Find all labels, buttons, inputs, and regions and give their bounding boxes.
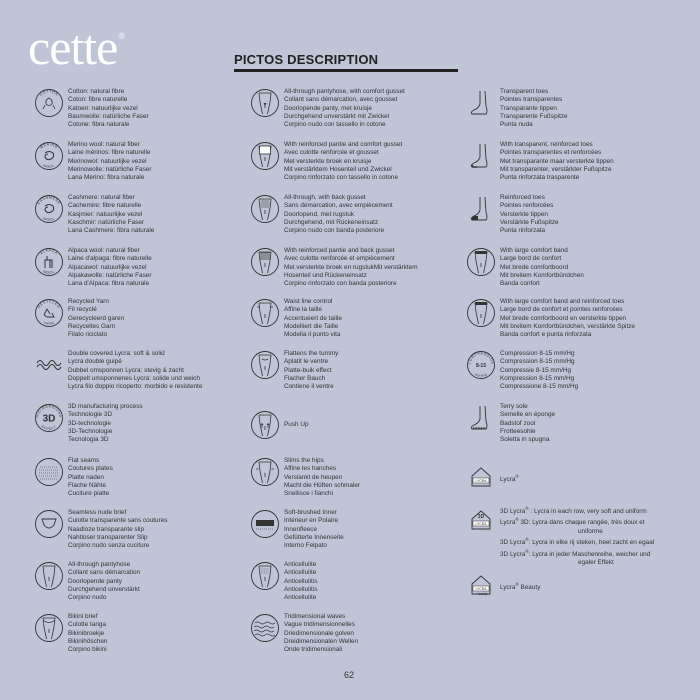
description-line: 3D Lycra®: Lycra in elke rij steken, heel zacht en egaal <box>500 537 655 547</box>
description-line: Durchgehend, mit Rückeneinsatz <box>284 218 379 226</box>
svg-text:LYCRA: LYCRA <box>475 587 487 591</box>
description-line: Flacher Bauch <box>284 374 326 382</box>
description-line: Lana Cashmere: fibra naturale <box>68 227 155 235</box>
picto-description <box>284 561 317 602</box>
description-line: Coton: fibre naturelle <box>68 96 128 104</box>
description-line: 3D Lycra®: Lycra in jeder Maschenreihe, weicher und <box>500 548 651 558</box>
description-line: Lycra double guipé <box>68 358 122 366</box>
picto-description <box>68 613 107 654</box>
picto-description <box>284 194 393 235</box>
brand-logo: cette® <box>28 19 125 75</box>
picto-description <box>500 194 559 235</box>
description-line: Tecnologia 3D <box>68 436 109 444</box>
description-line: Punta rinforzata trasparente <box>500 174 580 182</box>
description-line: egaler Effekt <box>578 558 614 566</box>
description-line: All-through, with back gusset <box>284 194 366 201</box>
comfort-gusset-icon <box>250 88 280 118</box>
description-line: Met brede comfortboord en versterkte tippen <box>500 314 627 322</box>
description-line: Corpino bikini <box>68 646 107 654</box>
description-line: Naadloze transparante slip <box>68 525 145 533</box>
description-line: Corpino nudo con banda posteriore <box>284 227 385 235</box>
description-line: Platte naden <box>68 473 104 481</box>
picto-description <box>68 194 154 235</box>
description-line: Recycled Yarn <box>68 298 109 305</box>
soft-brushed-inner-icon <box>250 509 280 539</box>
description-line: Bikinihöschen <box>68 637 108 645</box>
picto-description <box>500 350 578 391</box>
description-line: Mit verstärktem Hosenteil und Zwickel <box>284 165 392 173</box>
svg-text:RECYCLED: RECYCLED <box>36 299 62 309</box>
picto-description <box>284 298 342 339</box>
description-line: Intérieur en Polaire <box>284 517 338 525</box>
description-line: Flattens the tummy <box>284 350 339 357</box>
description-line: Met transparante maar versterkte tippen <box>500 157 614 165</box>
description-line: Recyceltes Garn <box>68 322 116 330</box>
svg-text:3D: 3D <box>477 514 485 520</box>
svg-text:ALPACA: ALPACA <box>39 248 59 256</box>
description-line: Met versterkte broek en kruisje <box>284 157 372 165</box>
description-line: Seamless nude brief <box>68 509 127 516</box>
description-line: Platte-buik effect <box>284 366 332 374</box>
picto-description <box>500 298 635 339</box>
picto-description <box>284 350 338 391</box>
merino-wool-badge-icon <box>34 141 64 171</box>
description-line: Soft-brushed Inner <box>284 509 337 516</box>
svg-text:COMPRESSION: COMPRESSION <box>467 351 495 365</box>
description-line: Mit breitem Komfortbündchen <box>500 271 584 279</box>
description-line: Cuciture piatte <box>68 490 110 498</box>
description-line: Doorlopende panty <box>68 577 123 585</box>
slims-hips-icon <box>250 457 280 487</box>
description-line: Banda confort e punta rinforzata <box>500 331 592 339</box>
svg-text:LYCRA: LYCRA <box>475 479 487 483</box>
anticellulite-icon <box>250 561 280 591</box>
description-line: Large bord de confort et pointes renforcées <box>500 306 623 314</box>
description-line: Kompression 8-15 mm/Hg <box>500 374 575 382</box>
transparent-toes-icon <box>466 88 496 118</box>
description-line: Technologie 3D <box>68 411 113 419</box>
picto-description <box>68 509 167 550</box>
description-line: With reinforced pantie and back gusset <box>284 247 395 254</box>
picto-description <box>68 141 151 182</box>
description-line: Terry sole <box>500 403 528 410</box>
reinforced-toes-icon <box>466 194 496 224</box>
description-line: Bikinibroekje <box>68 629 105 637</box>
description-line: Filato riciclato <box>68 331 108 339</box>
description-line: Met versterkte broek en rugstukMit verstärktem <box>284 263 418 271</box>
page-title: PICTOS DESCRIPTION <box>234 52 379 67</box>
waist-line-control-icon <box>250 298 280 328</box>
description-line: Lycra® 3D: Lycra dans chaque rangée, très doux et <box>500 517 645 527</box>
title-underline <box>234 69 458 72</box>
description-line: Mit transparenter, verstärkter Fußspitze <box>500 165 612 173</box>
svg-text:COTTON: COTTON <box>39 89 59 97</box>
svg-text:WOOL: WOOL <box>42 269 56 275</box>
picto-description <box>68 247 152 288</box>
description-line: 3D manufacturing process <box>68 403 143 410</box>
description-line: Lana Merino: fibra naturale <box>68 174 145 182</box>
page-number: 62 <box>344 670 355 680</box>
description-line: Soletta in spugna <box>500 436 550 444</box>
description-line: Affine les hanches <box>284 465 337 473</box>
comfort-band-icon <box>466 247 496 277</box>
picto-description <box>500 247 584 288</box>
description-line: Doorlopende panty, met kruisje <box>284 104 372 112</box>
description-line: Waist line control <box>284 298 333 305</box>
description-line: All-through pantyhose <box>68 561 131 568</box>
description-line: Pointes transparentes et renforcées <box>500 149 602 157</box>
svg-text:mm/Hg: mm/Hg <box>473 372 489 378</box>
description-line: Cashmere: natural fiber <box>68 194 135 201</box>
reinforced-pantie-back-gusset-icon <box>250 247 280 277</box>
description-line: Punta rinforzata <box>500 227 546 235</box>
description-line: Collant sans démarcation, avec gousset <box>284 96 398 104</box>
description-line: Merinowol: natuurlijke vezel <box>68 157 147 165</box>
description-line: Large bord de confort <box>500 255 562 263</box>
cotton-badge-icon <box>34 88 64 118</box>
description-line: Dubbel omsponnen Lycra: stevig & zacht <box>68 366 184 374</box>
description-line: Anticellulite <box>284 561 317 568</box>
description-line: Lycra® <box>500 474 519 484</box>
svg-text:beauty: beauty <box>478 592 488 596</box>
picto-description <box>68 350 202 391</box>
description-line: Reinforced toes <box>500 194 545 201</box>
description-line: 3D-Technologie <box>68 427 113 435</box>
description-line: Anticellulite <box>284 594 317 602</box>
description-line: Dreidimensionalen Wellen <box>284 637 359 645</box>
description-line: Corpino rinforzato con banda posteriore <box>284 280 397 288</box>
description-line: Doorlopend, met rugstuk <box>284 210 354 218</box>
description-line: Culotte tanga <box>68 621 107 629</box>
picto-description <box>68 457 113 498</box>
description-line: Durchgehend unverstärkt mit Zwickel <box>284 112 390 120</box>
description-line: Tridimensional waves <box>284 613 346 620</box>
description-line: Collant sans démarcation <box>68 569 141 577</box>
svg-text:8-15: 8-15 <box>475 363 487 369</box>
description-line: Culotte transparente sans coutures <box>68 517 168 525</box>
description-line: All-through pantyhose, with comfort gusset <box>284 88 405 95</box>
description-line: Alpakawolle: natürliche Faser <box>68 271 152 279</box>
reinforced-pantie-gusset-icon <box>250 141 280 171</box>
cashmere-badge-icon <box>34 194 64 224</box>
description-line: Corpino nudo senza cuciture <box>68 542 150 550</box>
picto-description <box>500 403 555 444</box>
alpaca-badge-icon <box>34 247 64 277</box>
description-line: With reinforced pantie and comfort gusset <box>284 141 403 148</box>
description-line: Cotone: fibra naturale <box>68 121 130 129</box>
picto-description <box>500 505 654 567</box>
picto-description <box>284 141 402 182</box>
description-line: With transparent, reinforced toes <box>500 141 593 148</box>
description-line: 3D-technologie <box>68 419 111 427</box>
comfort-band-reinforced-toes-icon <box>466 298 496 328</box>
description-line: Anticellulitis <box>284 577 318 585</box>
description-line: Avec culotte renforcée et empiècement <box>284 255 395 263</box>
description-line: With large comfort band <box>500 247 568 254</box>
push-up-icon <box>250 410 280 440</box>
description-line: Lycra® Beauty <box>500 582 541 592</box>
lycra-3d-logo-icon <box>466 505 496 535</box>
reinforced-transparent-toes-icon <box>466 141 496 171</box>
description-line: Snellisce i fianchi <box>284 490 334 498</box>
description-line: Compressie 8-15 mm/Hg <box>500 366 572 374</box>
description-line: Slims the hips <box>284 457 324 464</box>
svg-text:YARN: YARN <box>43 320 55 326</box>
picto-description <box>500 473 519 484</box>
description-line: Anticellulite <box>284 569 317 577</box>
description-line: Kaschmir: natürliche Faser <box>68 218 145 226</box>
description-line: Alpacawol: natuurlijke vezel <box>68 263 147 271</box>
description-line: Merino wool: natural fiber <box>68 141 140 148</box>
svg-text:TRIDIMENSIONAL: RIDIMENSIONA <box>35 404 63 418</box>
description-line: Double covered Lycra: soft & solid <box>68 350 165 357</box>
description-line: Baumwolle: natürliche Faser <box>68 112 149 120</box>
description-line: With large comfort band and reinforced toes <box>500 298 625 305</box>
description-line: Durchgehend unverstärkt <box>68 585 140 593</box>
description-line: 3D Lycra® : Lycra in each row, very soft and uniform <box>500 506 647 516</box>
description-line: Modelliert die Taille <box>284 322 339 330</box>
svg-text:LYCRA: LYCRA <box>475 522 487 526</box>
description-line: Met brede comfortboord <box>500 263 569 271</box>
description-line: Mit breitem Komfortbündchen, verstärkte Spitze <box>500 322 635 330</box>
description-line: Macht die Hüften schmaler <box>284 481 361 489</box>
description-line: Pointes renforcées <box>500 202 554 210</box>
picto-description <box>284 457 360 498</box>
description-line: Cachemire: fibre naturelle <box>68 202 142 210</box>
svg-text:EFFECT: EFFECT <box>40 424 58 431</box>
description-line: Verslankt de heupen <box>284 473 343 481</box>
flat-seams-icon <box>34 457 64 487</box>
terry-sole-icon <box>466 403 496 433</box>
compression-badge-icon <box>466 350 496 380</box>
description-line: Alpaca wool: natural fiber <box>68 247 140 254</box>
description-line: Contiene il ventre <box>284 383 334 391</box>
picto-description <box>500 581 540 592</box>
description-line: Avec culotte renforcée et gousset <box>284 149 379 157</box>
description-line: Banda confort <box>500 280 540 288</box>
description-line: Versterkte tippen <box>500 210 548 218</box>
description-line: Aplatit le ventre <box>284 358 329 366</box>
description-line: Badstof zool <box>500 419 536 427</box>
description-line: Pointes transparentes <box>500 96 563 104</box>
svg-text:WOOL: WOOL <box>42 216 56 222</box>
seamless-brief-icon <box>34 509 64 539</box>
description-line: Fil recyclé <box>68 306 97 314</box>
picto-description <box>284 509 344 550</box>
svg-text:WOOL: WOOL <box>42 163 56 169</box>
description-line: Innenfleece <box>284 525 318 533</box>
description-line: Kasjmier: natuurlijke vezel <box>68 210 143 218</box>
description-line: Affine la taille <box>284 306 322 314</box>
description-line: Compressione 8-15 mm/Hg <box>500 383 579 391</box>
3d-manufacturing-badge-icon <box>34 403 64 433</box>
description-line: Transparente Fußspitze <box>500 112 568 120</box>
recycled-yarn-badge-icon <box>34 298 64 328</box>
picto-description <box>284 613 358 654</box>
description-line: Gerecycleerd garen <box>68 314 125 322</box>
description-line: Laine d'alpaga: fibre naturelle <box>68 255 152 263</box>
back-gusset-icon <box>250 194 280 224</box>
picto-description <box>68 298 124 339</box>
description-line: Merinowolle: natürliche Faser <box>68 165 152 173</box>
svg-text:CASHMERE: CASHMERE <box>36 195 62 206</box>
description-line: Doppelt umsponnenes Lycra: solide und weich <box>68 374 200 382</box>
lycra-beauty-logo-icon <box>466 570 496 600</box>
all-through-pantyhose-icon <box>34 561 64 591</box>
lycra-logo-icon <box>466 462 496 492</box>
description-line: Bikini brief <box>68 613 98 620</box>
svg-text:3D: 3D <box>42 413 56 425</box>
description-line: Coutures plates <box>68 465 113 473</box>
description-line: Push Up <box>284 421 309 428</box>
description-line: Laine mérinos: fibre naturelle <box>68 149 151 157</box>
picto-description <box>284 247 418 288</box>
description-line: Transparante tippen <box>500 104 557 112</box>
description-line: Lycra filo doppio ricoperto: morbido e resistente <box>68 383 203 391</box>
double-covered-lycra-icon <box>34 350 64 380</box>
picto-description <box>500 88 568 129</box>
description-line: Lana d'Alpaca: fibra naturale <box>68 280 150 288</box>
picto-description <box>68 88 149 129</box>
flattens-tummy-icon <box>250 350 280 380</box>
description-line: Hosenteil und Rückeneinsatz <box>284 271 367 279</box>
description-line: Semelle en éponge <box>500 411 556 419</box>
description-line: Cotton: natural fibre <box>68 88 125 95</box>
description-line: Transparent toes <box>500 88 549 95</box>
tridimensional-waves-icon <box>250 613 280 643</box>
description-line: Accentueert de taille <box>284 314 342 322</box>
description-line: Flache Nähte <box>68 481 107 489</box>
description-line: Frotteesohle <box>500 427 536 435</box>
picto-description <box>284 88 405 129</box>
picto-description <box>284 421 309 429</box>
description-line: Punta nuda <box>500 121 533 129</box>
description-line: Corpino nudo <box>68 594 107 602</box>
picto-description <box>68 403 143 444</box>
description-line: Anticellulitis <box>284 585 318 593</box>
description-line: Modella il punto vita <box>284 331 341 339</box>
description-line: Katoen: natuurlijke vezel <box>68 104 138 112</box>
bikini-brief-icon <box>34 613 64 643</box>
description-line: Corpino rinforzato con tassello in cotone <box>284 174 399 182</box>
description-line: uniforme <box>578 527 603 535</box>
description-line: Verstärkte Fußspitze <box>500 218 559 226</box>
svg-text:MERINO: MERINO <box>39 142 59 150</box>
picto-description <box>68 561 140 602</box>
description-line: Interno Felpato <box>284 542 327 550</box>
description-line: Gefütterte Innenseite <box>284 533 344 541</box>
description-line: Vague tridimensionnelles <box>284 621 355 629</box>
description-line: Driedimensionale golven <box>284 629 354 637</box>
description-line: Compression 8-15 mm/Hg <box>500 358 575 366</box>
description-line: Flat seams <box>68 457 100 464</box>
description-line: Onde tridimensionali <box>284 646 343 654</box>
description-line: Nahtloser transparenter Slip <box>68 533 148 541</box>
picto-description <box>500 141 614 182</box>
description-line: Corpino nudo con tassello in cotone <box>284 121 386 129</box>
description-line: Compression 8-15 mm/Hg <box>500 350 575 357</box>
description-line: Sans démarcation, avec empiècement <box>284 202 393 210</box>
